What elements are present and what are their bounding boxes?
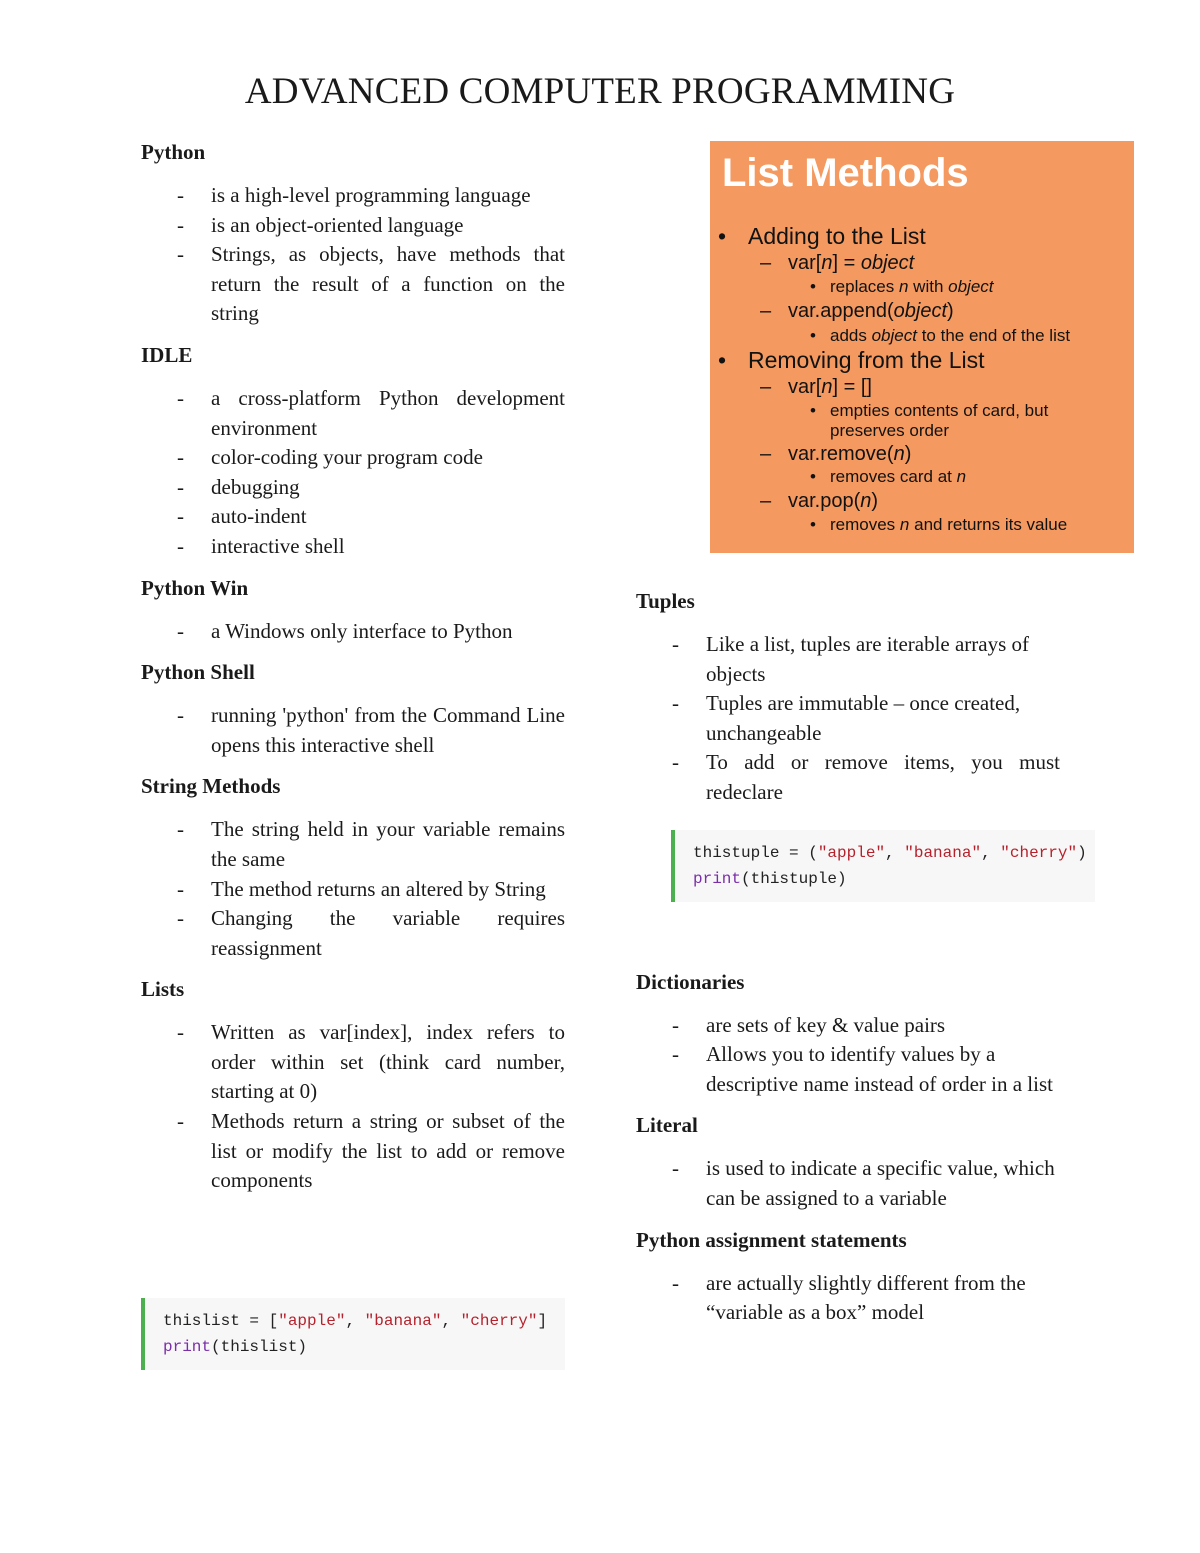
list-item: - Like a list, tuples are iterable arrays of objects: [672, 632, 1030, 686]
list-item: - debugging: [177, 474, 300, 499]
list-item: • removes n and returns its value: [810, 515, 1068, 534]
list-item: • adds object to the end of the list: [810, 326, 1071, 345]
code-line: thistuple = ("apple", "banana", "cherry"): [693, 844, 1087, 862]
section-title: IDLE: [141, 342, 193, 367]
list-item: • Removing from the List: [718, 347, 985, 373]
section-python-assignment: [636, 1228, 1096, 1328]
section-title: String Methods: [141, 774, 281, 799]
section-title: Literal: [636, 1113, 698, 1138]
list-methods-panel: [710, 141, 1134, 553]
list-item: • removes card at n: [810, 467, 967, 486]
list-item: - are actually slightly different from the “variable as a box” model: [672, 1270, 1026, 1325]
list-item: - Strings, as objects, have methods that return the result of a function on the string: [177, 242, 565, 326]
list-item: - a Windows only interface to Python: [177, 618, 513, 643]
section-title: Python: [141, 140, 206, 164]
list-item: - The method returns an altered by String: [177, 876, 546, 901]
code-snippet-list: [141, 1298, 565, 1370]
left-column: [141, 140, 565, 1210]
panel-title: List Methods: [722, 151, 969, 195]
code-snippet-tuple: [671, 830, 1095, 902]
section-title: Lists: [141, 977, 185, 1002]
list-item: - To add or remove items, you must redeclare: [672, 750, 1060, 804]
section-title: Tuples: [636, 589, 695, 613]
list-item: - running 'python' from the Command Line opens this interactive shell: [177, 703, 565, 757]
list-item: - is a high-level programming language: [177, 183, 531, 207]
code-line: thislist = ["apple", "banana", "cherry"]: [163, 1312, 548, 1330]
section-literal: [636, 1113, 1096, 1213]
list-item: - Tuples are immutable – once created, unchangeable: [672, 691, 1021, 745]
list-item: - is used to indicate a specific value, which can be assigned to a variable: [672, 1156, 1055, 1210]
list-item: – var.pop(n): [760, 490, 879, 512]
list-item: - are sets of key & value pairs: [672, 1012, 946, 1037]
code-line: print(thistuple): [693, 870, 847, 888]
list-item: • empties contents of card, but preserves order: [810, 401, 1049, 440]
section-idle: [141, 343, 565, 562]
list-item: - Methods return a string or subset of the list or modify the list to add or remove components: [177, 1109, 565, 1193]
list-item: - color-coding your program code: [177, 445, 483, 470]
list-item: - Changing the variable requires reassignment: [177, 906, 565, 960]
right-column: [636, 589, 1096, 1342]
section-title: Python Shell: [141, 660, 255, 685]
list-item: – var.remove(n): [760, 443, 912, 465]
list-item: – var[n] = object: [760, 252, 915, 274]
section-title: Python Win: [141, 575, 249, 600]
section-title: Python assignment statements: [636, 1227, 907, 1252]
list-item: - Allows you to identify values by a descriptive name instead of order in a list: [672, 1042, 1053, 1096]
list-item: • Adding to the List: [718, 223, 926, 249]
list-item: • replaces n with object: [810, 277, 994, 296]
page-title: ADVANCED COMPUTER PROGRAMMING: [244, 71, 956, 112]
list-item: - Written as var[index], index refers to order within set (think card number, starting at 0): [177, 1020, 565, 1104]
list-item: – var.append(object): [760, 300, 954, 322]
section-lists: [141, 977, 565, 1196]
section-string-methods: [141, 774, 565, 963]
section-title: Dictionaries: [636, 969, 745, 994]
list-item: - interactive shell: [177, 533, 345, 558]
list-item: - a cross-platform Python development environment: [177, 385, 565, 440]
section-dictionaries: [636, 970, 1096, 1100]
list-item: - The string held in your variable remains the same: [177, 817, 565, 871]
section-tuples: [636, 589, 1096, 808]
section-python: [141, 140, 565, 329]
section-python-win: [141, 576, 565, 647]
list-item: - auto-indent: [177, 504, 307, 529]
section-python-shell: [141, 660, 565, 760]
list-item: - is an object-oriented language: [177, 212, 464, 237]
list-item: – var[n] = []: [760, 376, 872, 398]
code-line: print(thislist): [163, 1338, 308, 1356]
